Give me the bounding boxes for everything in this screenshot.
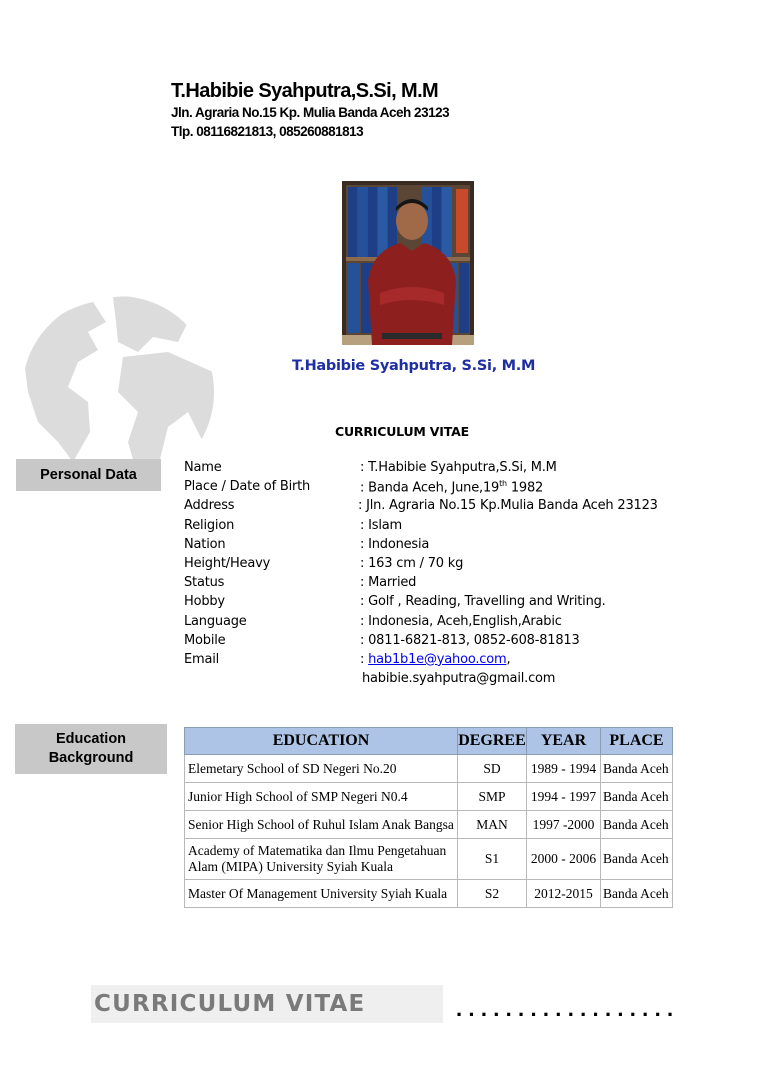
field-label: Height/Heavy [184, 555, 271, 571]
table-cell: SD [458, 755, 527, 783]
table-row [185, 839, 673, 880]
field-label: Religion [184, 517, 235, 533]
table-cell: Senior High School of Ruhul Islam Anak Bangsa [185, 811, 458, 839]
table-cell: Banda Aceh [601, 880, 673, 908]
table-row [185, 811, 673, 839]
field-value: : Married [360, 575, 417, 591]
table-cell: Academy of Matematika dan Ilmu Pengetahuan Alam (MIPA) University Syiah Kuala [185, 839, 458, 880]
table-cell: 1989 - 1994 [527, 755, 601, 783]
field-value: habibie.syahputra@gmail.com [362, 671, 556, 687]
table-cell: S2 [458, 880, 527, 908]
field-value: : Indonesia, Aceh,English,Arabic [360, 613, 562, 629]
field-value: : T.Habibie Syahputra,S.Si, M.M [360, 460, 557, 475]
section-label-education: Education Background [15, 724, 167, 774]
field-value: : Banda Aceh, June,19th 1982 [360, 479, 544, 496]
table-cell: MAN [458, 811, 527, 839]
field-label: Address [184, 498, 235, 514]
section-label-personal-data: Personal Data [16, 459, 161, 491]
header-phone: Tlp. 08116821813, 085260881813 [171, 124, 364, 139]
footer-title: CURRICULUM VITAE [94, 991, 366, 1017]
table-cell: Banda Aceh [601, 783, 673, 811]
photo-caption: T.Habibie Syahputra, S.Si, M.M [292, 358, 536, 374]
column-header: DEGREE [458, 728, 527, 755]
field-label: Nation [184, 536, 226, 552]
field-label: Status [184, 575, 225, 591]
field-label: Hobby [184, 594, 225, 610]
field-label: Place / Date of Birth [184, 479, 311, 495]
table-cell: Master Of Management University Syiah Kuala [185, 880, 458, 908]
column-header: YEAR [527, 728, 601, 755]
education-table [184, 727, 673, 908]
field-value: : Islam [360, 517, 402, 533]
field-value: : Indonesia [360, 536, 430, 552]
table-cell: Banda Aceh [601, 755, 673, 783]
table-row [185, 880, 673, 908]
email-link[interactable]: hab1b1e@yahoo.com [368, 651, 507, 667]
field-value: : hab1b1e@yahoo.com, [360, 651, 511, 667]
column-header: PLACE [601, 728, 673, 755]
globe-watermark [18, 292, 218, 482]
field-label: Mobile [184, 632, 226, 648]
table-cell: Junior High School of SMP Negeri N0.4 [185, 783, 458, 811]
profile-photo [342, 181, 474, 345]
field-label: Name [184, 460, 222, 475]
column-header: EDUCATION [185, 728, 458, 755]
footer-dots: .................. [456, 996, 680, 1021]
field-value: : 0811-6821-813, 0852-608-81813 [360, 632, 580, 648]
table-row [185, 755, 673, 783]
header-name: T.Habibie Syahputra,S.Si, M.M [171, 80, 439, 102]
table-cell: 2000 - 2006 [527, 839, 601, 880]
table-header-row [185, 728, 673, 755]
table-cell: 1994 - 1997 [527, 783, 601, 811]
table-cell: Banda Aceh [601, 839, 673, 880]
field-value: : Golf , Reading, Travelling and Writing. [360, 594, 606, 610]
table-row [185, 783, 673, 811]
table-cell: SMP [458, 783, 527, 811]
field-label: Email [184, 651, 220, 667]
table-cell: 2012-2015 [527, 880, 601, 908]
table-cell: S1 [458, 839, 527, 880]
table-cell: Banda Aceh [601, 811, 673, 839]
table-cell: Elemetary School of SD Negeri No.20 [185, 755, 458, 783]
header-address: Jln. Agraria No.15 Kp. Mulia Banda Aceh 23123 [171, 105, 450, 120]
table-cell: 1997 -2000 [527, 811, 601, 839]
field-value: : 163 cm / 70 kg [360, 555, 464, 571]
document-title: CURRICULUM VITAE [335, 424, 469, 439]
field-value: : Jln. Agraria No.15 Kp.Mulia Banda Aceh 23123 [358, 498, 658, 514]
field-label: Language [184, 613, 247, 629]
